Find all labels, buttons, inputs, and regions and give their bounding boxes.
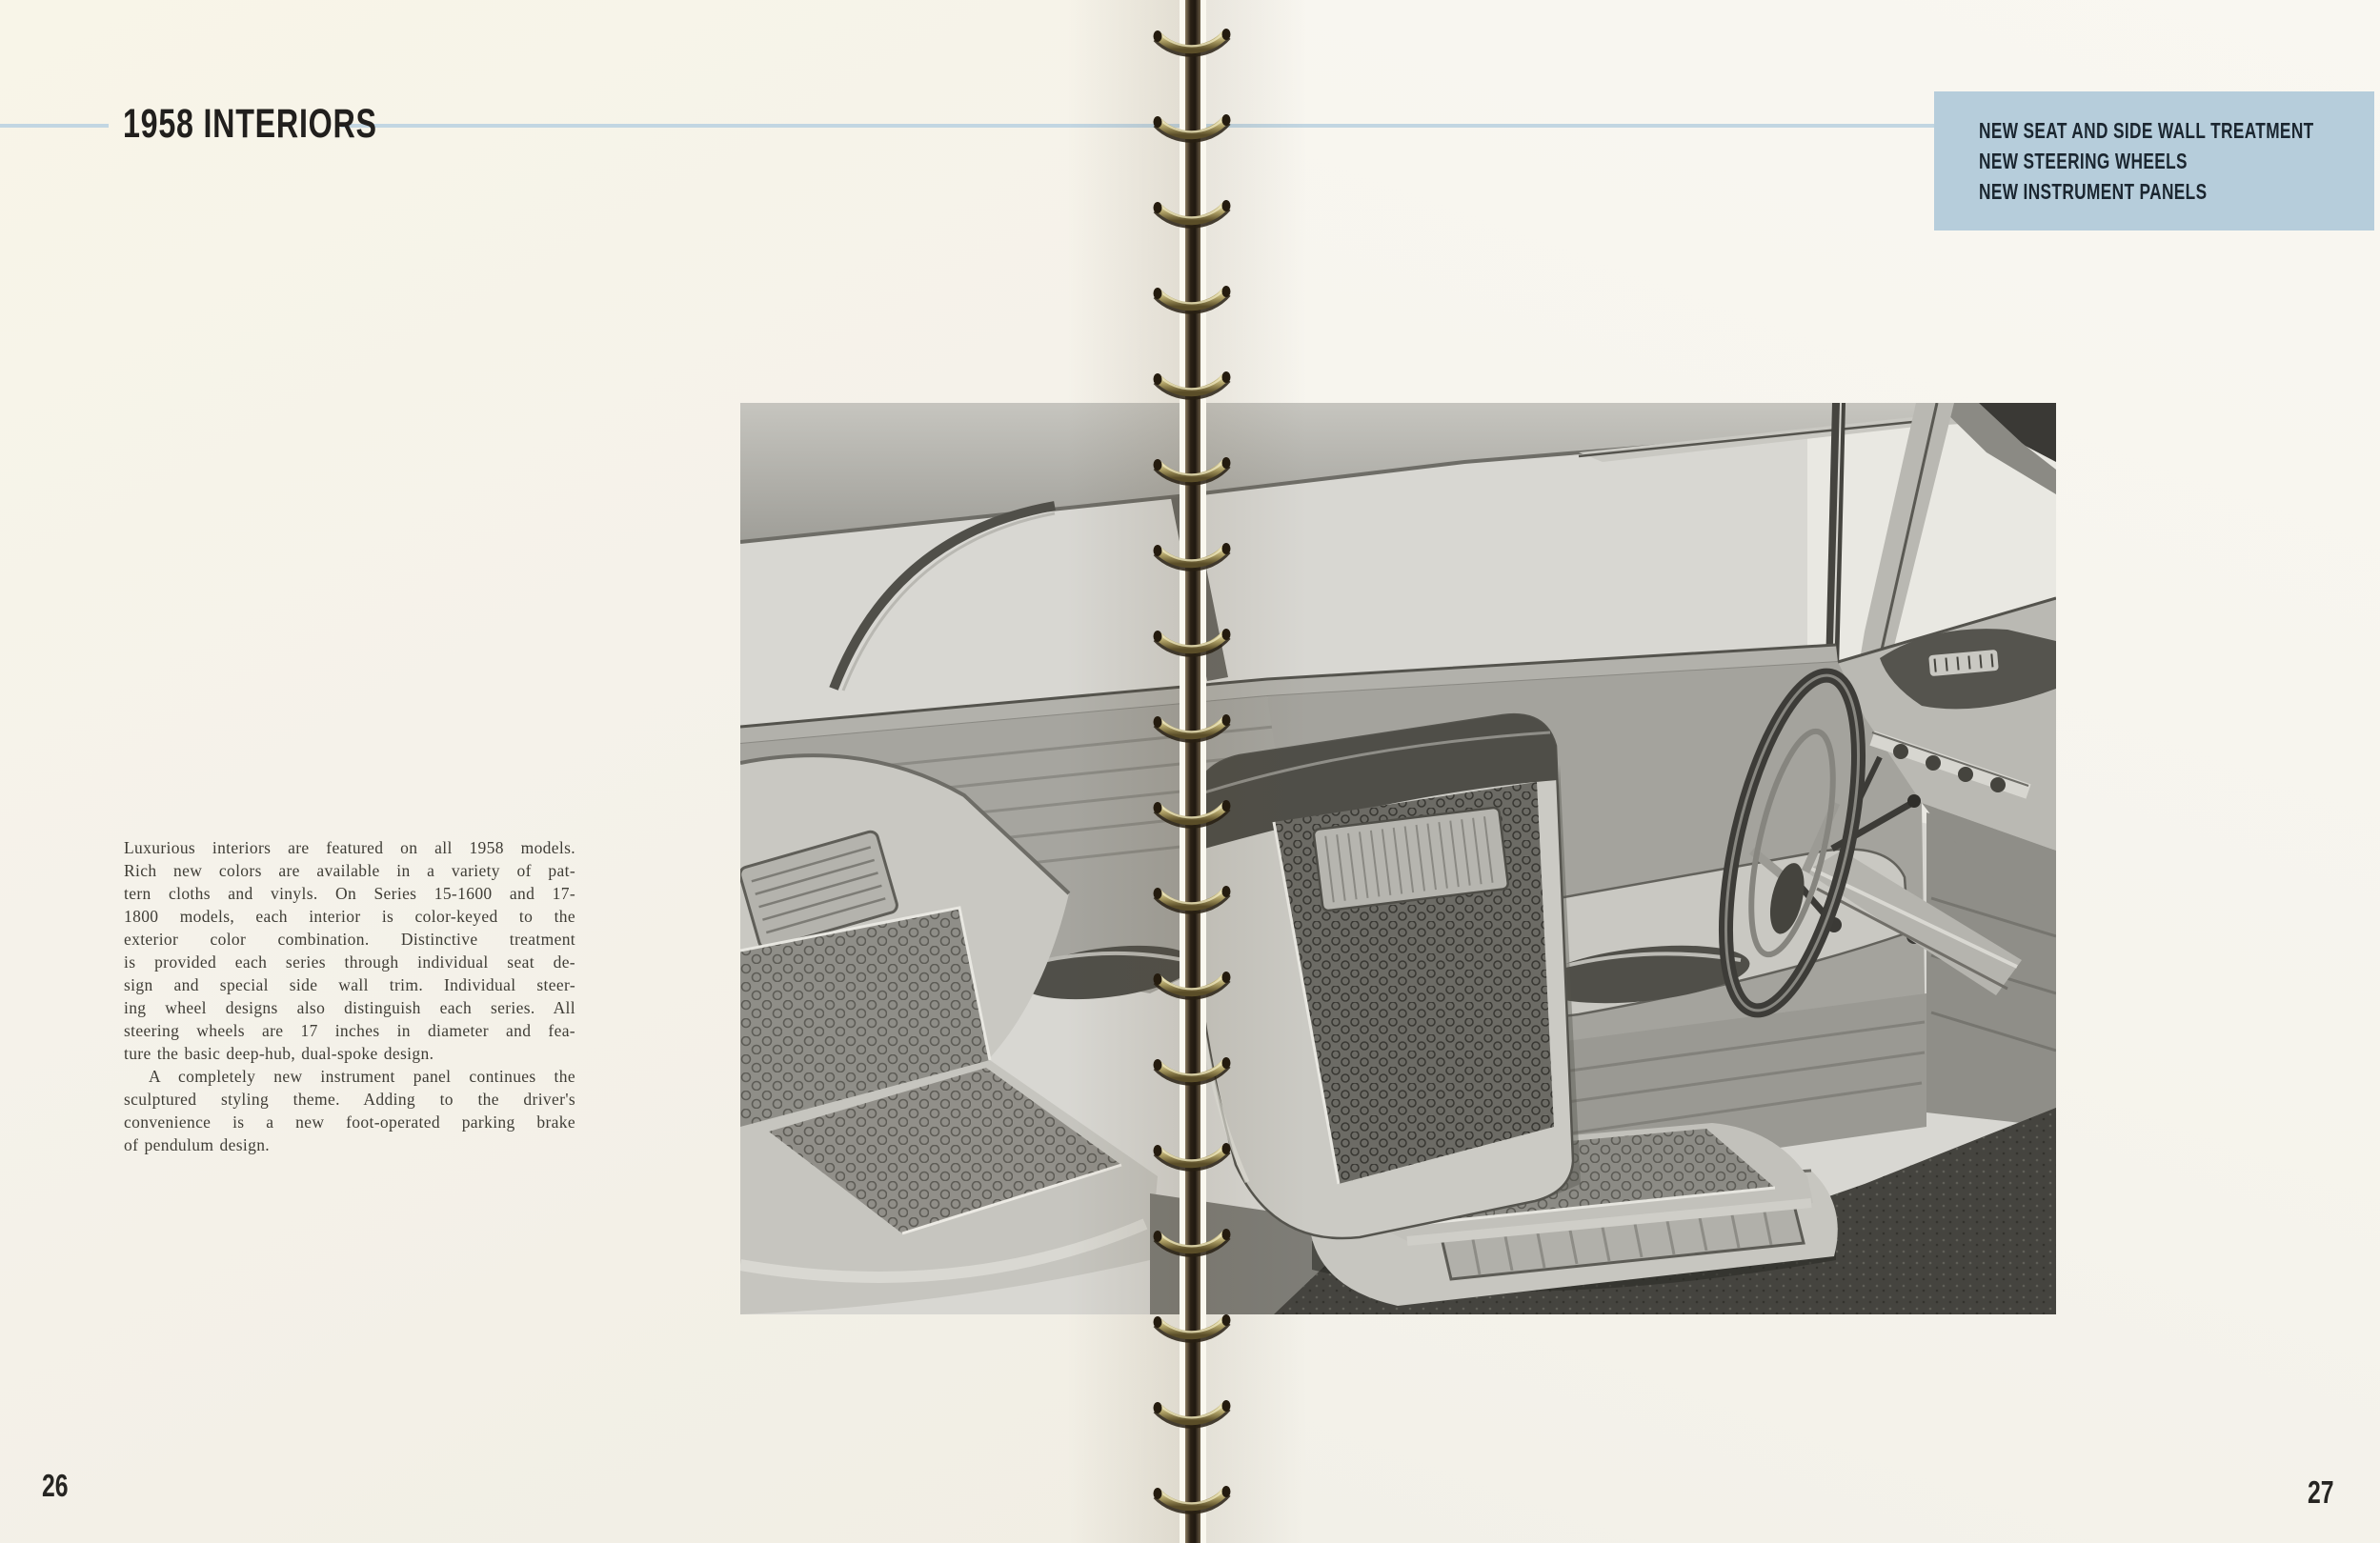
binding-ring <box>1151 369 1233 403</box>
body-text-line: ture the basic deep-hub, dual-spoke design. <box>124 1044 434 1063</box>
body-text-line: exterior color combination. Distinctive treatment <box>124 930 575 949</box>
body-text-line: sign and special side wall trim. Individual steer- <box>124 975 575 994</box>
binding-ring <box>1151 1397 1233 1432</box>
body-text <box>124 836 575 1156</box>
binding-ring <box>1151 1226 1233 1260</box>
binding-ring <box>1151 626 1233 660</box>
callout-line <box>1979 146 2374 176</box>
body-text-line: A completely new instrument panel continues the <box>149 1067 575 1086</box>
binding-ring <box>1151 969 1233 1003</box>
binding-ring <box>1151 883 1233 917</box>
page-number-left-text: 26 <box>42 1468 69 1503</box>
binding-ring <box>1151 1483 1233 1517</box>
body-text-line: tern cloths and vinyls. On Series 15-1600 and 17- <box>124 884 575 903</box>
page-number-left <box>42 1470 77 1501</box>
binding-ring <box>1151 711 1233 746</box>
body-text-line: sculptured styling theme. Adding to the driver's <box>124 1090 575 1109</box>
callout-line <box>1979 115 2374 146</box>
binding-ring <box>1151 111 1233 146</box>
body-text-line: Luxurious interiors are featured on all 1958 models. <box>124 838 575 857</box>
callout-line <box>1979 176 2374 207</box>
binding-ring <box>1151 26 1233 60</box>
feature-callout-box <box>1934 91 2374 230</box>
body-text-line: of pendulum design. <box>124 1135 271 1154</box>
binding-ring <box>1151 283 1233 317</box>
body-text-line: is provided each series through individual seat de- <box>124 952 575 972</box>
binding-ring <box>1151 540 1233 574</box>
body-text-line: steering wheels are 17 inches in diameter and fea- <box>124 1021 575 1040</box>
body-text-line: convenience is a new foot-operated parking brake <box>124 1112 575 1132</box>
page-number-right-text: 27 <box>2308 1474 2334 1510</box>
binding-ring <box>1151 454 1233 489</box>
page-title-text: 1958 INTERIORS <box>123 101 377 147</box>
body-text-line: ing wheel designs also distinguish each series. All <box>124 998 575 1017</box>
callout-line-text: NEW SEAT AND SIDE WALL TREATMENT <box>1979 118 2314 143</box>
binding-ring <box>1151 1140 1233 1174</box>
binding-ring <box>1151 1054 1233 1089</box>
body-text-line: 1800 models, each interior is color-keyed to the <box>124 907 575 926</box>
callout-line-text: NEW INSTRUMENT PANELS <box>1979 179 2208 204</box>
binding-ring <box>1151 1312 1233 1346</box>
title-rule-left <box>0 124 109 128</box>
body-text-line: Rich new colors are available in a variety of pat- <box>124 861 575 880</box>
page-title <box>123 101 462 147</box>
interior-illustration <box>740 403 2056 1314</box>
binding-ring <box>1151 797 1233 832</box>
binding-ring <box>1151 197 1233 231</box>
interior-illustration-art <box>740 403 2056 1314</box>
spiral-binding <box>1151 0 1233 1543</box>
callout-line-text: NEW STEERING WHEELS <box>1979 149 2188 173</box>
page-number-right <box>2308 1476 2343 1508</box>
